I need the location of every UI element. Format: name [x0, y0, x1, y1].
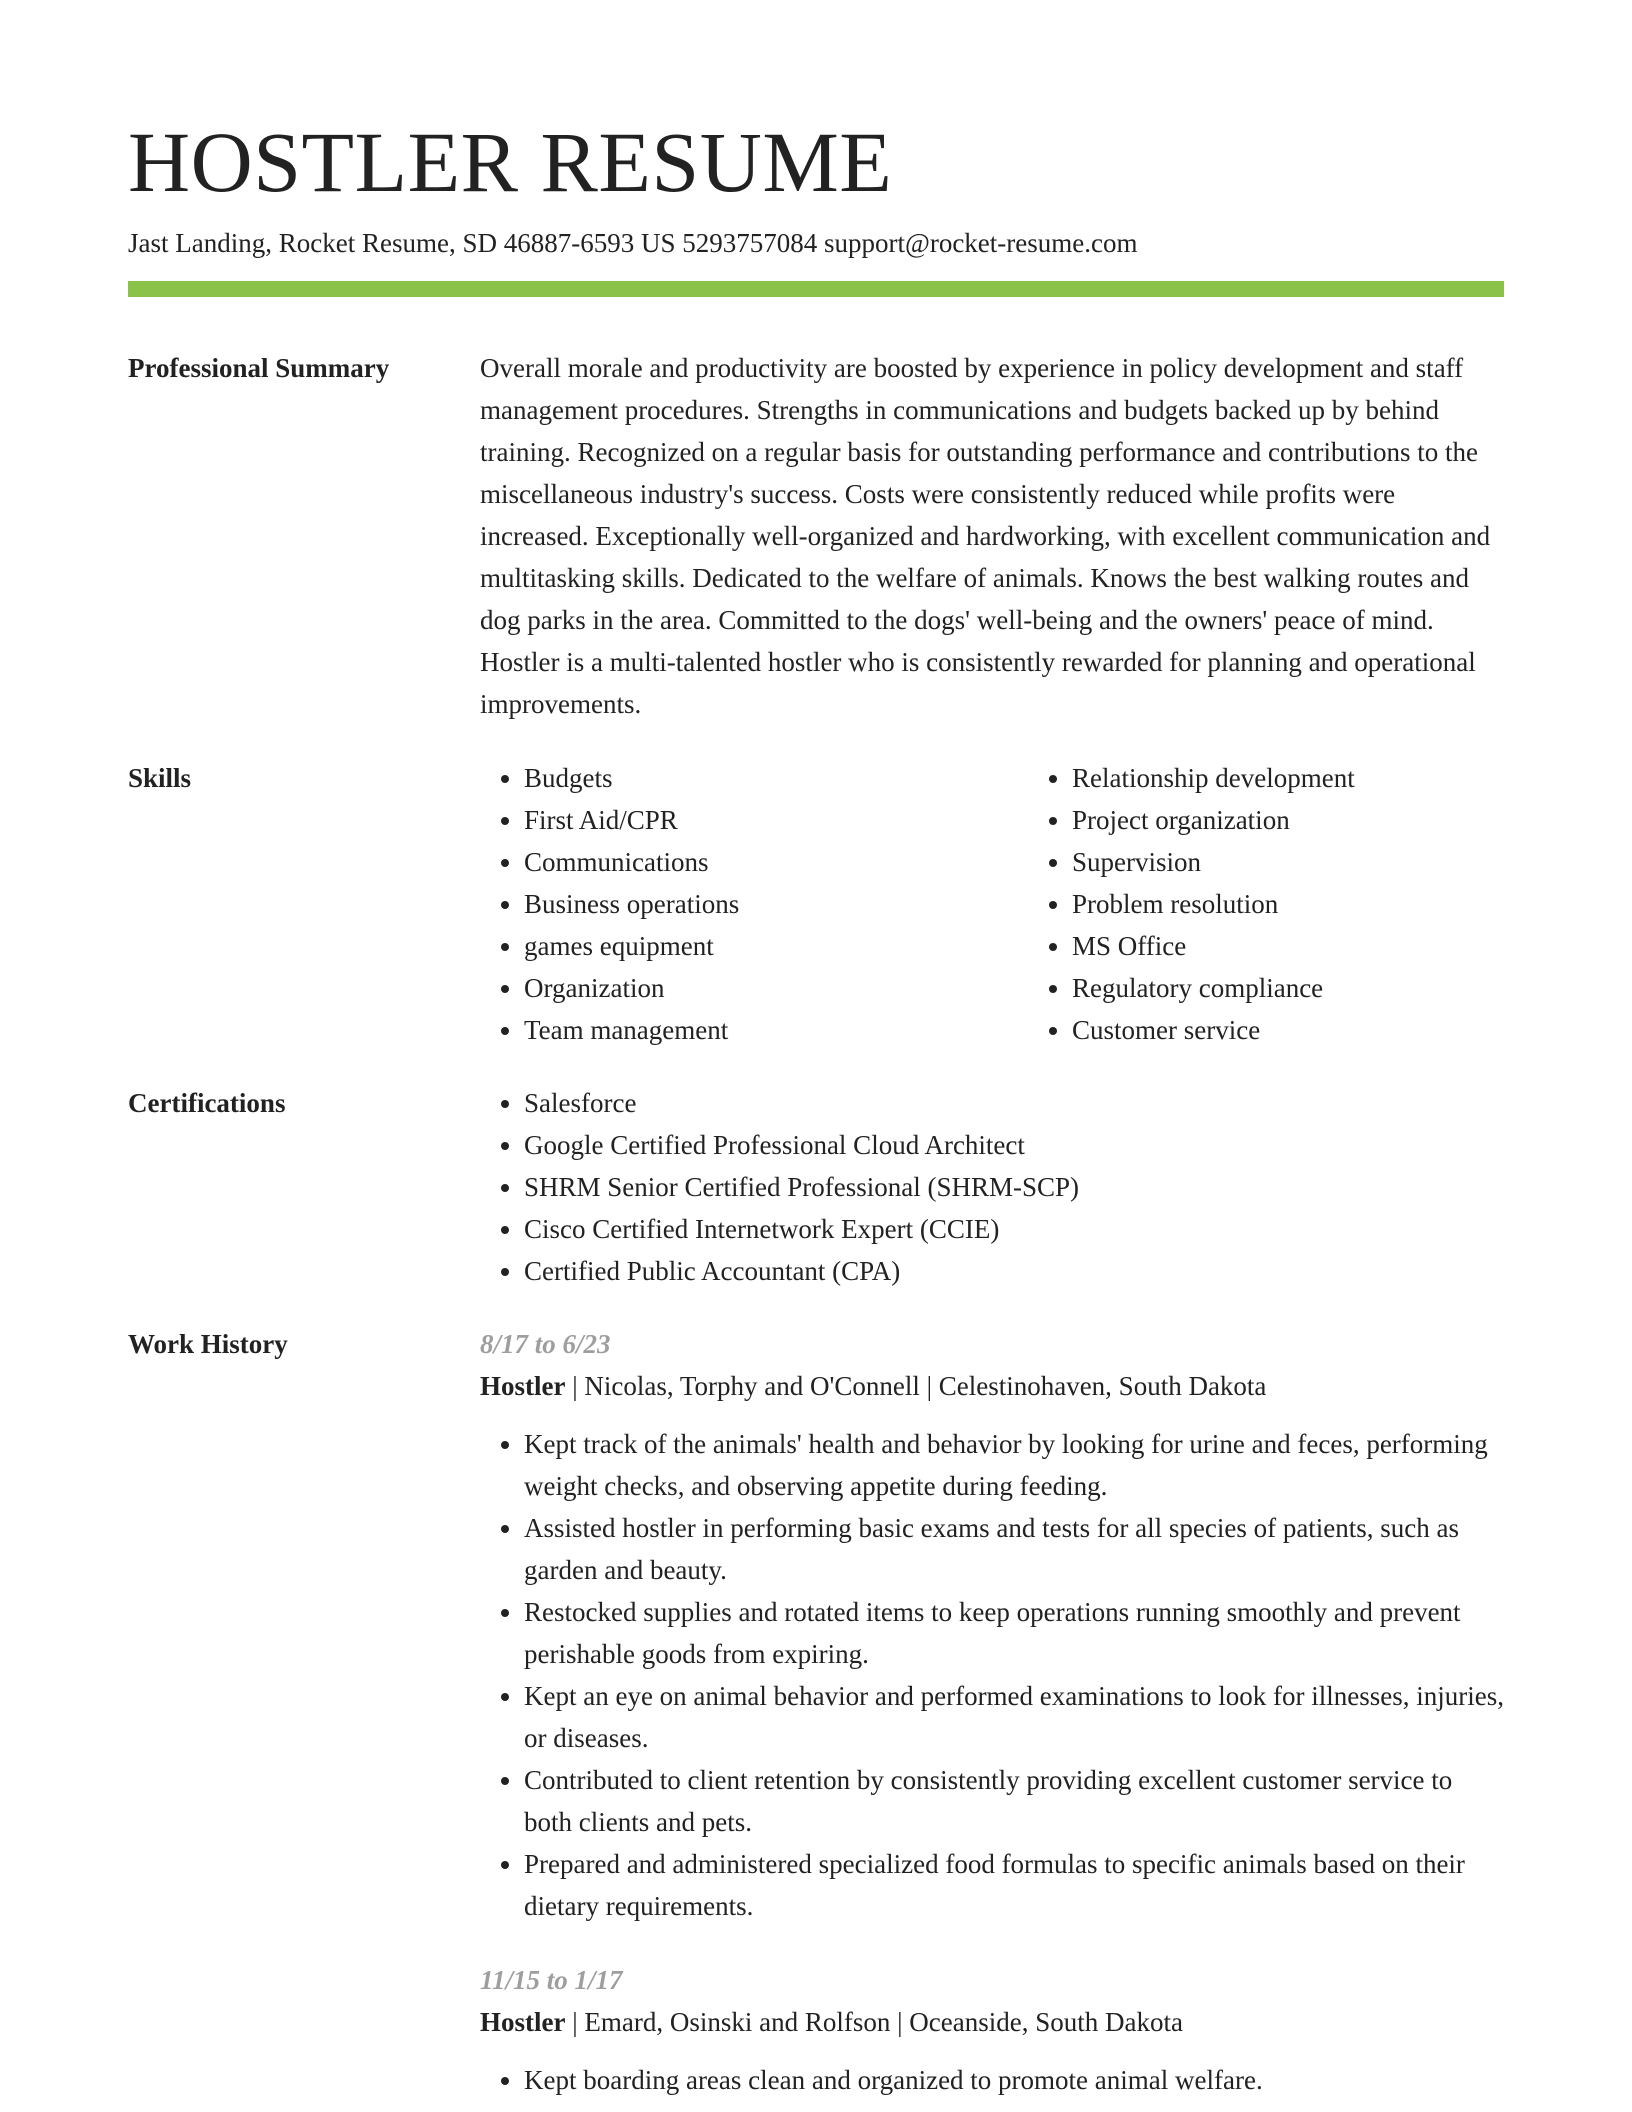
- skill-item: • First Aid/CPR: [524, 799, 1028, 841]
- skill-item: • games equipment: [524, 925, 1028, 967]
- work-history-section: [128, 1323, 1504, 2101]
- certifications-list: [480, 1082, 1504, 1292]
- job-bullet: • Assisted hostler in performing basic exams and tests for all species of patients, such as garden and beauty.: [524, 1507, 1504, 1591]
- job-dates: 11/15 to 1/17: [480, 1964, 623, 1995]
- job-bullets: [480, 1423, 1504, 1927]
- summary-section: [128, 347, 1504, 725]
- skills-list-right: [1028, 757, 1592, 1051]
- job-heading: [480, 1365, 1504, 1407]
- page-title: HOSTLER RESUME: [128, 114, 893, 210]
- header-divider: [128, 281, 1504, 297]
- job-entry: [480, 1323, 1504, 1927]
- skill-item: • Customer service: [1072, 1009, 1592, 1051]
- job-heading: [480, 2001, 1504, 2043]
- skill-item: • Business operations: [524, 883, 1028, 925]
- work-history-body: [480, 1323, 1504, 2101]
- contact-info: Jast Landing, Rocket Resume, SD 46887-6593 US 5293757084 support@rocket-resume.com: [128, 227, 1138, 258]
- skills-label: Skills: [128, 762, 192, 793]
- skill-item: • MS Office: [1072, 925, 1592, 967]
- skill-item: • Problem resolution: [1072, 883, 1592, 925]
- skills-columns: [480, 757, 1592, 1051]
- skill-item: • Relationship development: [1072, 757, 1592, 799]
- job-dates: 8/17 to 6/23: [480, 1328, 611, 1359]
- job-bullet: • Prepared and administered specialized food formulas to specific animals based on their dietary requirements.: [524, 1843, 1504, 1927]
- certification-item: • Salesforce: [524, 1082, 1504, 1124]
- job-entry: [480, 1959, 1504, 2101]
- skill-item: • Regulatory compliance: [1072, 967, 1592, 1009]
- certifications-label: Certifications: [128, 1087, 286, 1118]
- skills-list-left: [480, 757, 1028, 1051]
- skill-item: • Supervision: [1072, 841, 1592, 883]
- job-title: Hostler: [480, 1370, 566, 1401]
- certification-item: • SHRM Senior Certified Professional (SHRM-SCP): [524, 1166, 1504, 1208]
- job-details: | Nicolas, Torphy and O'Connell | Celestinohaven, South Dakota: [565, 1370, 1267, 1401]
- skill-item: • Project organization: [1072, 799, 1592, 841]
- job-bullet: • Kept an eye on animal behavior and performed examinations to look for illnesses, injuries, or diseases.: [524, 1675, 1504, 1759]
- summary-label: Professional Summary: [128, 352, 390, 383]
- job-bullet: • Kept boarding areas clean and organized to promote animal welfare.: [524, 2059, 1504, 2101]
- certification-item: • Google Certified Professional Cloud Architect: [524, 1124, 1504, 1166]
- skills-section: [128, 757, 1504, 1051]
- certifications-section: [128, 1082, 1504, 1292]
- job-bullets: [480, 2059, 1504, 2101]
- summary-text: Overall morale and productivity are boosted by experience in policy development and staff management procedures. Strengths in communications and budgets backed up by behind training. Recognized on a regular basis for outstanding performance and contributions to the miscellaneous industry's success. Costs were consistently reduced while profits were increased. Exceptionally well-organized and hardworking, with excellent communication and multitasking skills. Dedicated to the welfare of animals. Knows the best walking routes and dog parks in the area. Committed to the dogs' well-being and the owners' peace of mind. Hostler is a multi-talented hostler who is consistently rewarded for planning and operational improvements.: [480, 352, 1491, 719]
- skill-item: • Team management: [524, 1009, 1028, 1051]
- job-details: | Emard, Osinski and Rolfson | Oceanside, South Dakota: [565, 2006, 1183, 2037]
- skill-item: • Communications: [524, 841, 1028, 883]
- work-history-label: Work History: [128, 1328, 288, 1359]
- certification-item: • Certified Public Accountant (CPA): [524, 1250, 1504, 1292]
- certification-item: • Cisco Certified Internetwork Expert (CCIE): [524, 1208, 1504, 1250]
- job-title: Hostler: [480, 2006, 566, 2037]
- skill-item: • Organization: [524, 967, 1028, 1009]
- job-bullet: • Contributed to client retention by consistently providing excellent customer service to both clients and pets.: [524, 1759, 1504, 1843]
- job-bullet: • Kept track of the animals' health and behavior by looking for urine and feces, performing weight checks, and observing appetite during feeding.: [524, 1423, 1504, 1507]
- certifications-body: [480, 1082, 1504, 1292]
- skill-item: • Budgets: [524, 757, 1028, 799]
- job-bullet: • Restocked supplies and rotated items to keep operations running smoothly and prevent perishable goods from expiring.: [524, 1591, 1504, 1675]
